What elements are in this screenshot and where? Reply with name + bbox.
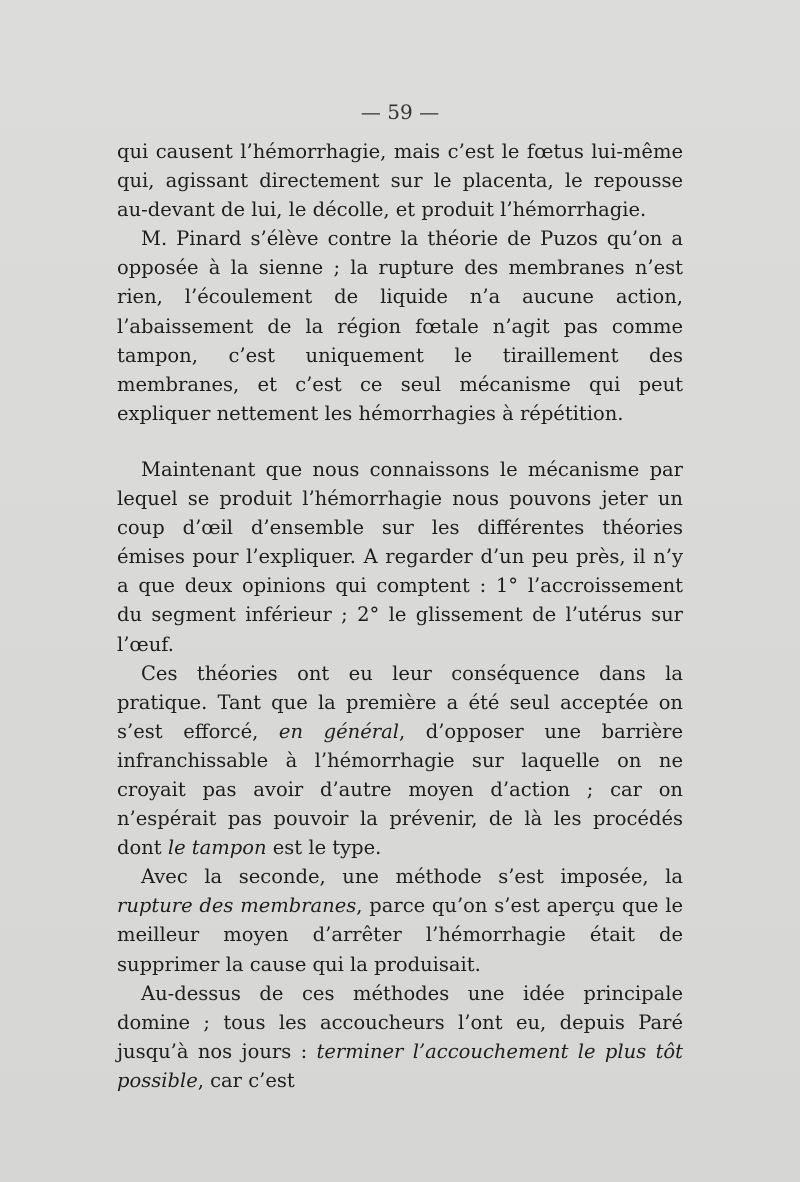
paragraph-text: Au-dessus de ces méthodes une idée principale domine ; tous les accoucheurs l’ont eu, depuis Paré jusqu’à nos jours : <box>117 981 683 1063</box>
paragraph-5 <box>117 862 683 978</box>
paragraph-text: Ces théories ont eu leur conséquence dans la pratique. Tant que la première a été seul acceptée on s’est efforcé, <box>117 661 683 743</box>
paragraph-text: Avec la seconde, une méthode s’est imposée, la <box>141 865 683 889</box>
paragraph-6 <box>117 979 683 1095</box>
page-number: — 59 — <box>360 100 440 124</box>
italic-phrase: terminer l’accouchement le plus tôt possible <box>117 1039 683 1092</box>
paragraph-3 <box>117 455 683 659</box>
paragraph-text: , parce qu’on s’est aperçu que le meilleur moyen d’arrêter l’hémorrhagie était de supprimer la cause qui la produisait. <box>117 894 684 976</box>
paragraph-1 <box>117 137 683 224</box>
paragraph-2 <box>117 224 683 428</box>
italic-phrase: en général <box>278 719 399 743</box>
paragraph-text: , d’opposer une barrière infranchissable à l’hémorrhagie sur laquelle on ne croyait pas avoir d’autre moyen d’action ; car on n’espérait pas pouvoir la prévenir, de là les procédés dont <box>117 719 683 860</box>
paragraph-4 <box>117 659 683 863</box>
paragraph-text: , car c’est <box>197 1068 295 1092</box>
italic-phrase: le tampon <box>167 836 267 860</box>
paragraph-text: est le type. <box>266 836 382 860</box>
body-text <box>117 137 683 1095</box>
paragraph-text: M. Pinard s’élève contre la théorie de Puzos qu’on a opposée à la sienne ; la rupture des membranes n’est rien, l’écoulement de liquide n’a aucune action, l’abaissement de la région fœtale n’agit pas comme tampon, c’est uniquement le tiraillement des membranes, et c’est ce seul mécanisme qui peut expliquer nettement les hémorrhagies à répétition. <box>117 227 683 425</box>
italic-phrase: rupture des membranes <box>117 894 357 918</box>
paragraph-text: qui causent l’hémorrhagie, mais c’est le fœtus lui-même qui, agissant directement sur le placenta, le repousse au-devant de lui, le décolle, et produit l’hémorrhagie. <box>117 140 683 222</box>
paragraph-text: Maintenant que nous connaissons le mécanisme par lequel se produit l’hémorrhagie nous pouvons jeter un coup d’œil d’ensemble sur les différentes théories émises pour l’expliquer. A regarder d’un peu près, il n’y a que deux opinions qui comptent : 1° l’accroissement du segment inférieur ; 2° le glissement de l’utérus sur l’œuf. <box>117 457 683 656</box>
